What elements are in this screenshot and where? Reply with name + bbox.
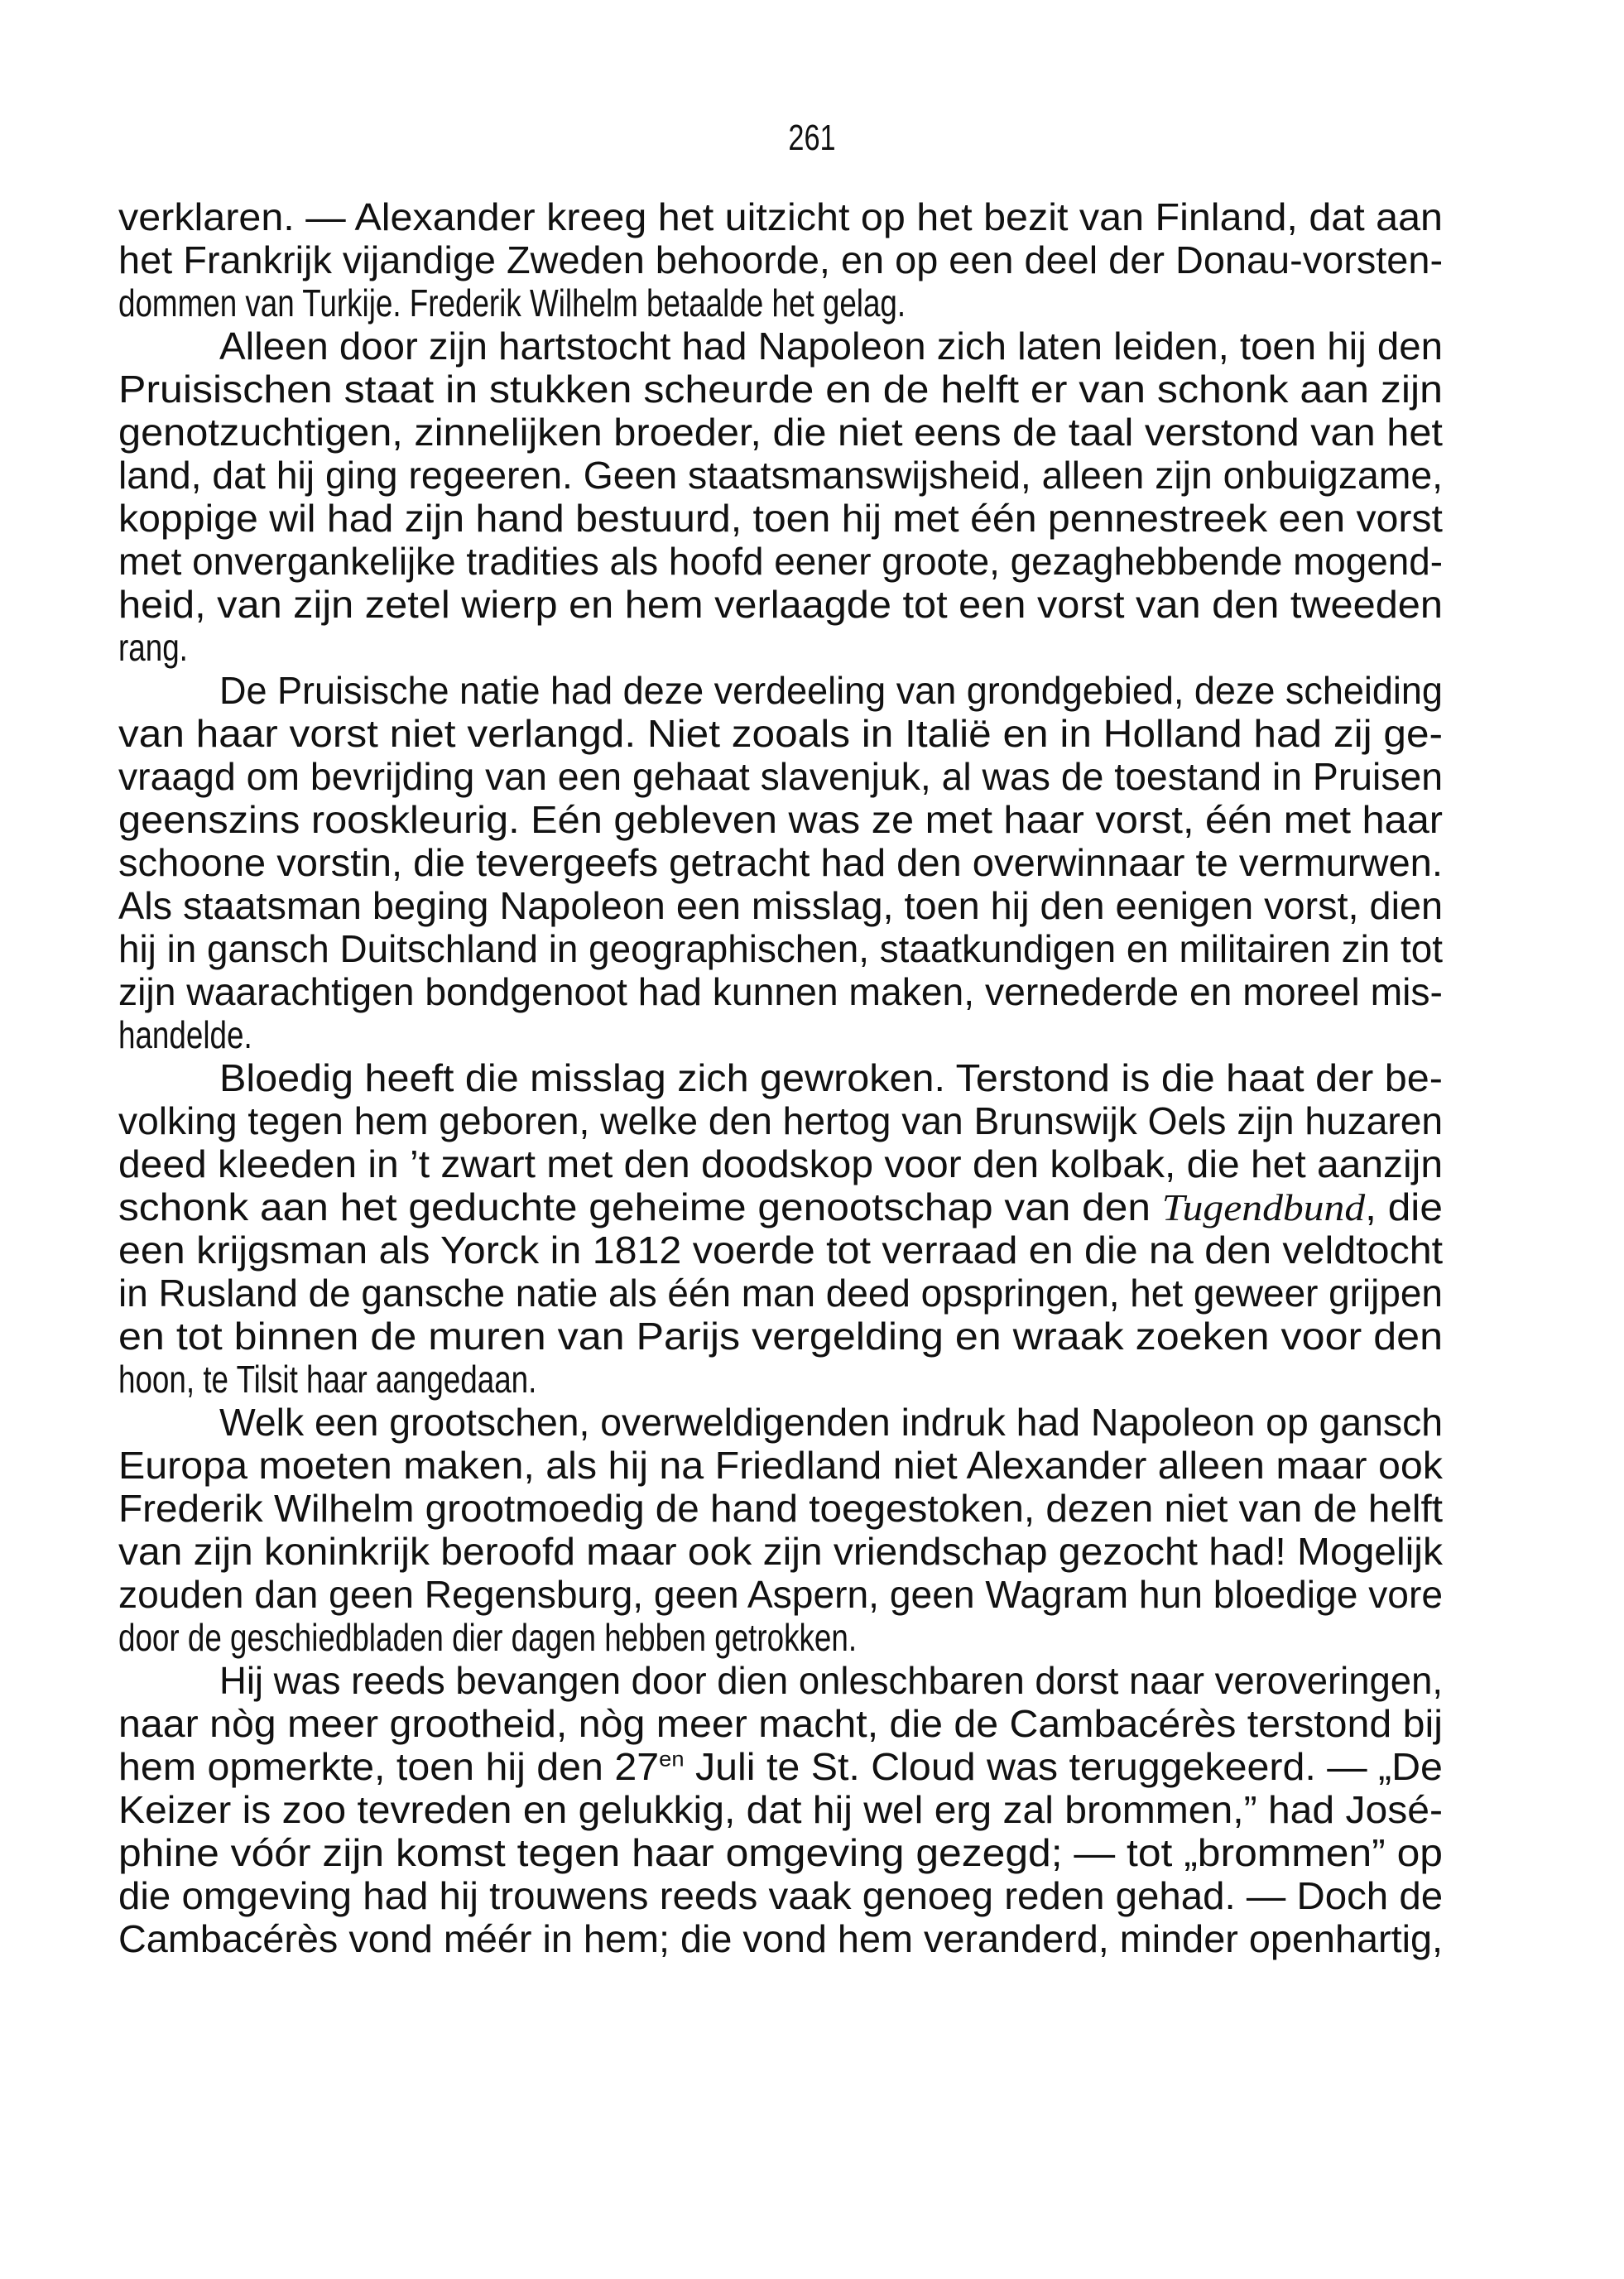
text-line-content: Hij was reeds bevangen door dien onleschbaren dorst naar veroveringen, (219, 1659, 1443, 1702)
text-line (118, 1530, 1443, 1573)
text-line-content: naar nòg meer grootheid, nòg meer macht, die de Cambacérès terstond bij (118, 1702, 1443, 1745)
text-line (118, 841, 1443, 884)
text-line-content: geenszins rooskleurig. Eén gebleven was ze met haar vorst, één met haar (118, 798, 1444, 841)
text-segment: hem opmerkte, toen hij den 27 (118, 1745, 660, 1788)
text-line (118, 497, 1443, 540)
superscript: en (659, 1746, 685, 1772)
italic-term: Tugendbund (1161, 1186, 1366, 1228)
text-line-content: volking tegen hem geboren, welke den hertog van Brunswijk Oels zijn huzaren (118, 1099, 1444, 1142)
text-line-content: hoon, te Tilsit haar aangedaan. (118, 1358, 537, 1401)
page-number: 261 (788, 118, 836, 158)
text-line-content: koppige wil had zijn hand bestuurd, toen hij met één pennestreek een vorst (118, 497, 1443, 540)
text-line (118, 583, 1443, 626)
text-line-content: door de geschiedbladen dier dagen hebben getrokken. (118, 1616, 858, 1659)
text-line (118, 1831, 1443, 1874)
text-line (118, 1013, 1443, 1056)
text-line-content: Welk een grootschen, overweldigenden indruk had Napoleon op gansch (219, 1401, 1444, 1444)
text-line-content: land, dat hij ging regeeren. Geen staatsmanswijsheid, alleen zijn onbuigzame, (118, 454, 1444, 497)
text-line (118, 1099, 1443, 1142)
text-line (118, 368, 1443, 411)
text-line-content: verklaren. — Alexander kreeg het uitzicht op het bezit van Finland, dat aan (118, 195, 1444, 238)
text-line (118, 1228, 1443, 1272)
text-line (118, 970, 1443, 1013)
text-line-content: hij in gansch Duitschland in geographischen, staatkundigen en militairen zin tot (118, 927, 1443, 970)
text-line-content: Cambacérès vond méér in hem; die vond hem veranderd, minder openhartig, (118, 1917, 1444, 1960)
text-line-content: Frederik Wilhelm grootmoedig de hand toegestoken, dezen niet van de helft (118, 1487, 1443, 1530)
text-line-content: zijn waarachtigen bondgenoot had kunnen maken, vernederde en moreel mis- (118, 970, 1443, 1013)
text-segment: schonk aan het geduchte geheime genootschap van den (118, 1185, 1162, 1228)
text-line (118, 1745, 1443, 1788)
text-line-content: en tot binnen de muren van Parijs vergelding en wraak zoeken voor den (118, 1315, 1444, 1358)
text-line (118, 1487, 1443, 1530)
text-line (118, 1788, 1443, 1831)
text-line-content: Keizer is zoo tevreden en gelukkig, dat hij wel erg zal brommen,” had José- (118, 1788, 1444, 1831)
text-line-content: handelde. (118, 1013, 252, 1056)
text-line (118, 1315, 1443, 1358)
text-line-content (118, 1745, 1443, 1788)
text-line-content: Europa moeten maken, als hij na Friedland niet Alexander alleen maar ook (118, 1444, 1443, 1487)
text-segment: , die (1365, 1185, 1443, 1228)
text-line-content: De Pruisische natie had deze verdeeling van grondgebied, deze scheiding (219, 669, 1443, 712)
text-line (118, 755, 1443, 798)
text-line-content: Pruisischen staat in stukken scheurde en de helft er van schonk aan zijn (118, 368, 1443, 411)
text-line (118, 1874, 1443, 1917)
text-line (118, 1272, 1443, 1315)
text-line-content: het Frankrijk vijandige Zweden behoorde, en op een deel der Donau-vorsten- (118, 238, 1444, 281)
text-line-content: in Rusland de gansche natie als één man deed opspringen, het geweer grijpen (118, 1272, 1443, 1315)
text-line (118, 1573, 1443, 1616)
text-line (118, 454, 1443, 497)
text-line-content: dommen van Turkije. Frederik Wilhelm betaalde het gelag. (118, 281, 906, 325)
text-line-content: phine vóór zijn komst tegen haar omgeving gezegd; — tot „brommen” op (118, 1831, 1443, 1874)
text-line (118, 195, 1443, 238)
text-line-content (118, 1185, 1443, 1229)
text-line (118, 1917, 1443, 1960)
text-line-content: deed kleeden in ’t zwart met den doodskop voor den kolbak, die het aanzijn (118, 1142, 1444, 1185)
text-line (118, 1358, 1443, 1401)
text-line (118, 1401, 1443, 1444)
text-line (118, 927, 1443, 970)
text-line (118, 884, 1443, 927)
text-line (118, 1659, 1443, 1702)
text-segment: Juli te St. Cloud was teruggekeerd. — „De (684, 1745, 1443, 1788)
text-line-content: van haar vorst niet verlangd. Niet zooals in Italië en in Holland had zij ge- (118, 712, 1444, 755)
text-line (118, 1056, 1443, 1099)
text-line (118, 411, 1443, 454)
text-line (118, 1702, 1443, 1745)
text-line (118, 1185, 1443, 1228)
text-line-content: rang. (118, 626, 188, 669)
text-line (118, 1616, 1443, 1659)
text-line-content: een krijgsman als Yorck in 1812 voerde tot verraad en die na den veldtocht (118, 1228, 1444, 1272)
text-line (118, 325, 1443, 368)
text-line-content: genotzuchtigen, zinnelijken broeder, die niet eens de taal verstond van het (118, 411, 1443, 454)
text-line-content: van zijn koninkrijk beroofd maar ook zijn vriendschap gezocht had! Mogelijk (118, 1530, 1443, 1573)
text-line (118, 798, 1443, 841)
text-line (118, 669, 1443, 712)
text-line (118, 238, 1443, 281)
text-line-content: vraagd om bevrijding van een gehaat slavenjuk, al was de toestand in Pruisen (118, 755, 1444, 798)
text-line-content: die omgeving had hij trouwens reeds vaak genoeg reden gehad. — Doch de (118, 1874, 1444, 1917)
text-line (118, 1142, 1443, 1185)
text-line-content: Bloedig heeft die misslag zich gewroken. Terstond is die haat der be- (219, 1056, 1443, 1099)
body-text (118, 195, 1443, 1960)
text-line (118, 540, 1443, 583)
text-line-content: schoone vorstin, die tevergeefs getracht had den overwinnaar te vermurwen. (118, 841, 1443, 884)
text-line-content: heid, van zijn zetel wierp en hem verlaagde tot een vorst van den tweeden (118, 583, 1443, 626)
text-line (118, 626, 1443, 669)
text-line-content: met onvergankelijke tradities als hoofd eener groote, gezaghebbende mogend- (118, 540, 1444, 583)
text-line (118, 712, 1443, 755)
text-line (118, 1444, 1443, 1487)
text-line (118, 281, 1443, 325)
text-line-content: Alleen door zijn hartstocht had Napoleon zich laten leiden, toen hij den (219, 325, 1443, 368)
text-line-content: Als staatsman beging Napoleon een misslag, toen hij den eenigen vorst, dien (118, 884, 1444, 927)
text-line-content: zouden dan geen Regensburg, geen Aspern, geen Wagram hun bloedige vore (118, 1573, 1444, 1616)
